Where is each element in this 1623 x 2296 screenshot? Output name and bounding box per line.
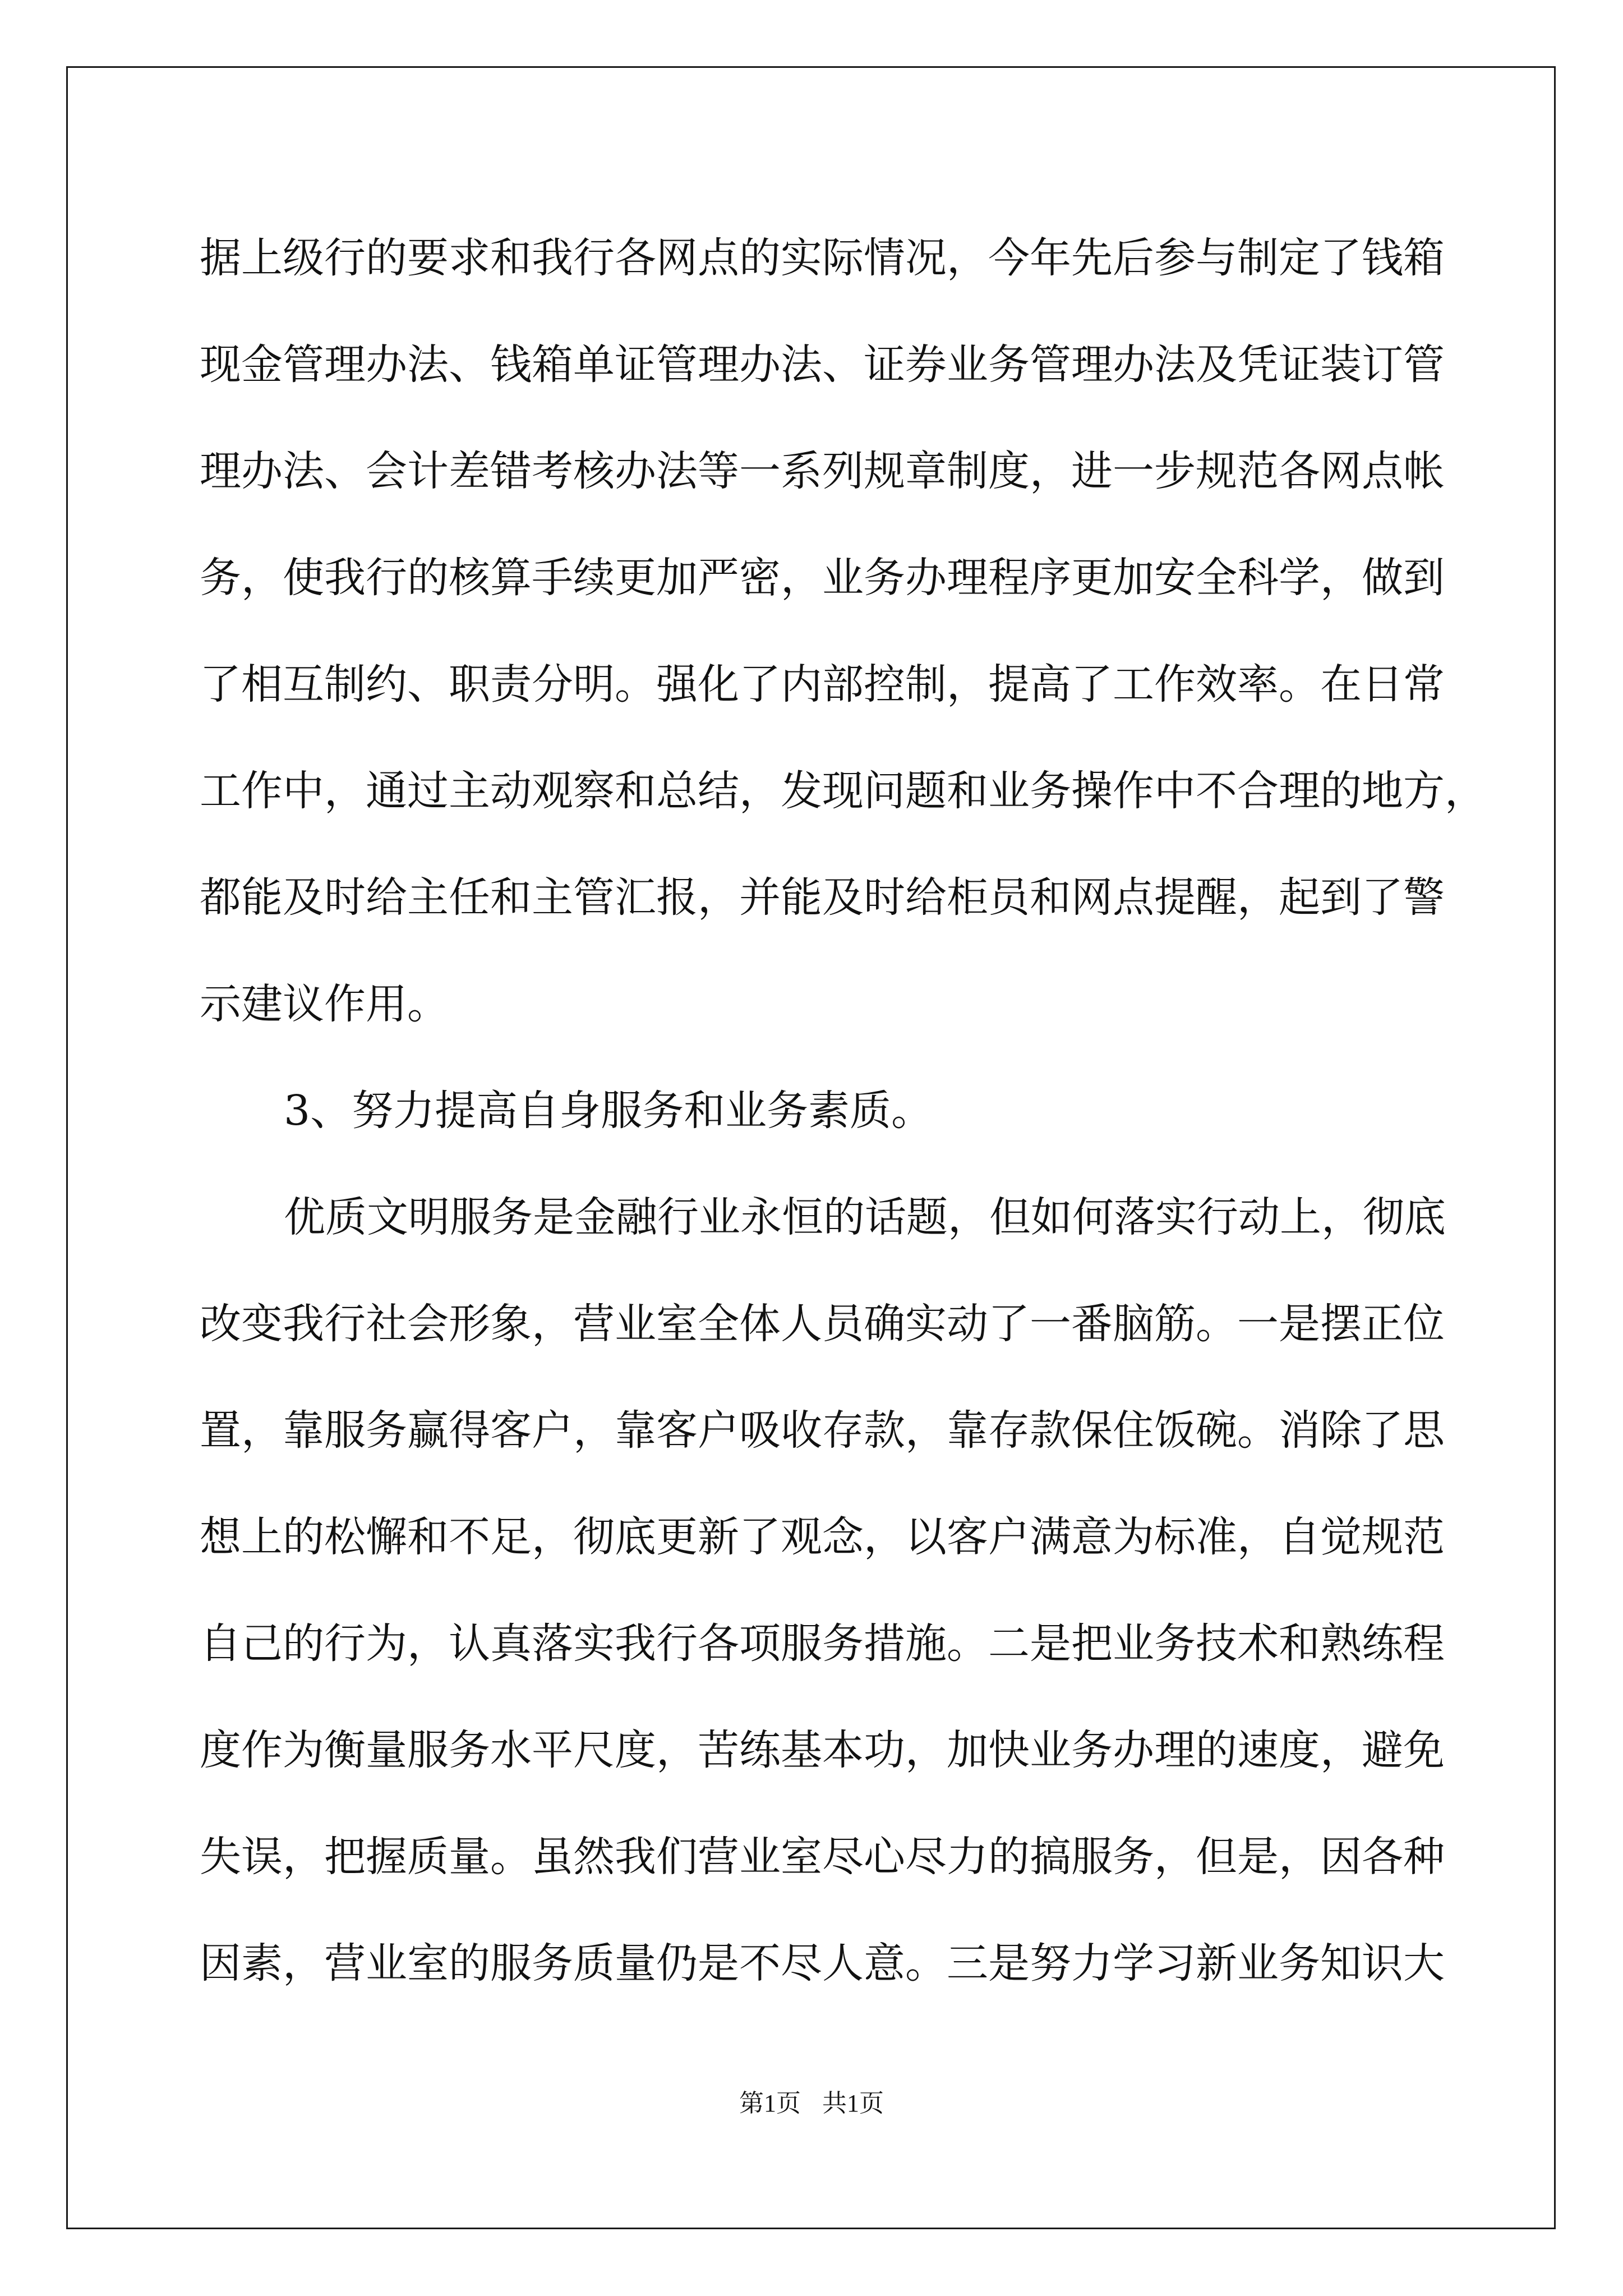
text-line: 工作中，通过主动观察和总结，发现问题和业务操作中不合理的地方， (200, 767, 1486, 815)
text-line: 失误，把握质量。虽然我们营业室尽心尽力的搞服务，但是，因各种 (200, 1833, 1445, 1881)
text-line: 自己的行为，认真落实我行各项服务措施。二是把业务技术和熟练程 (200, 1619, 1445, 1668)
text-line: 理办法、会计差错考核办法等一系列规章制度，进一步规范各网点帐 (200, 447, 1445, 495)
page-footer (0, 2087, 1623, 2120)
text-line: 据上级行的要求和我行各网点的实际情况，今年先后参与制定了钱箱 (200, 234, 1445, 282)
text-line: 现金管理办法、钱箱单证管理办法、证券业务管理办法及凭证装订管 (200, 341, 1445, 389)
text-line: 改变我行社会形象，营业室全体人员确实动了一番脑筋。一是摆正位 (200, 1300, 1445, 1348)
text-line: 想上的松懈和不足，彻底更新了观念，以客户满意为标准，自觉规范 (200, 1513, 1445, 1561)
text-line: 务，使我行的核算手续更加严密，业务办理程序更加安全科学，做到 (200, 554, 1445, 602)
page-number: 第1页 (739, 2090, 801, 2117)
text-line: 示建议作用。 (200, 980, 449, 1028)
text-line: 置，靠服务赢得客户，靠客户吸收存款，靠存款保住饭碗。消除了思 (200, 1406, 1445, 1455)
section-heading: 3、努力提高自身服务和业务素质。 (284, 1087, 933, 1135)
text-line: 了相互制约、职责分明。强化了内部控制，提高了工作效率。在日常 (200, 660, 1445, 708)
page-total: 共1页 (822, 2090, 884, 2117)
text-line: 因素，营业室的服务质量仍是不尽人意。三是努力学习新业务知识大 (200, 1939, 1445, 1987)
text-line: 都能及时给主任和主管汇报，并能及时给柜员和网点提醒，起到了警 (200, 873, 1445, 922)
text-line: 度作为衡量服务水平尺度，苦练基本功，加快业务办理的速度，避免 (200, 1726, 1445, 1774)
paragraph-first-line: 优质文明服务是金融行业永恒的话题，但如何落实行动上，彻底 (284, 1193, 1446, 1241)
document-body (200, 205, 1486, 2017)
